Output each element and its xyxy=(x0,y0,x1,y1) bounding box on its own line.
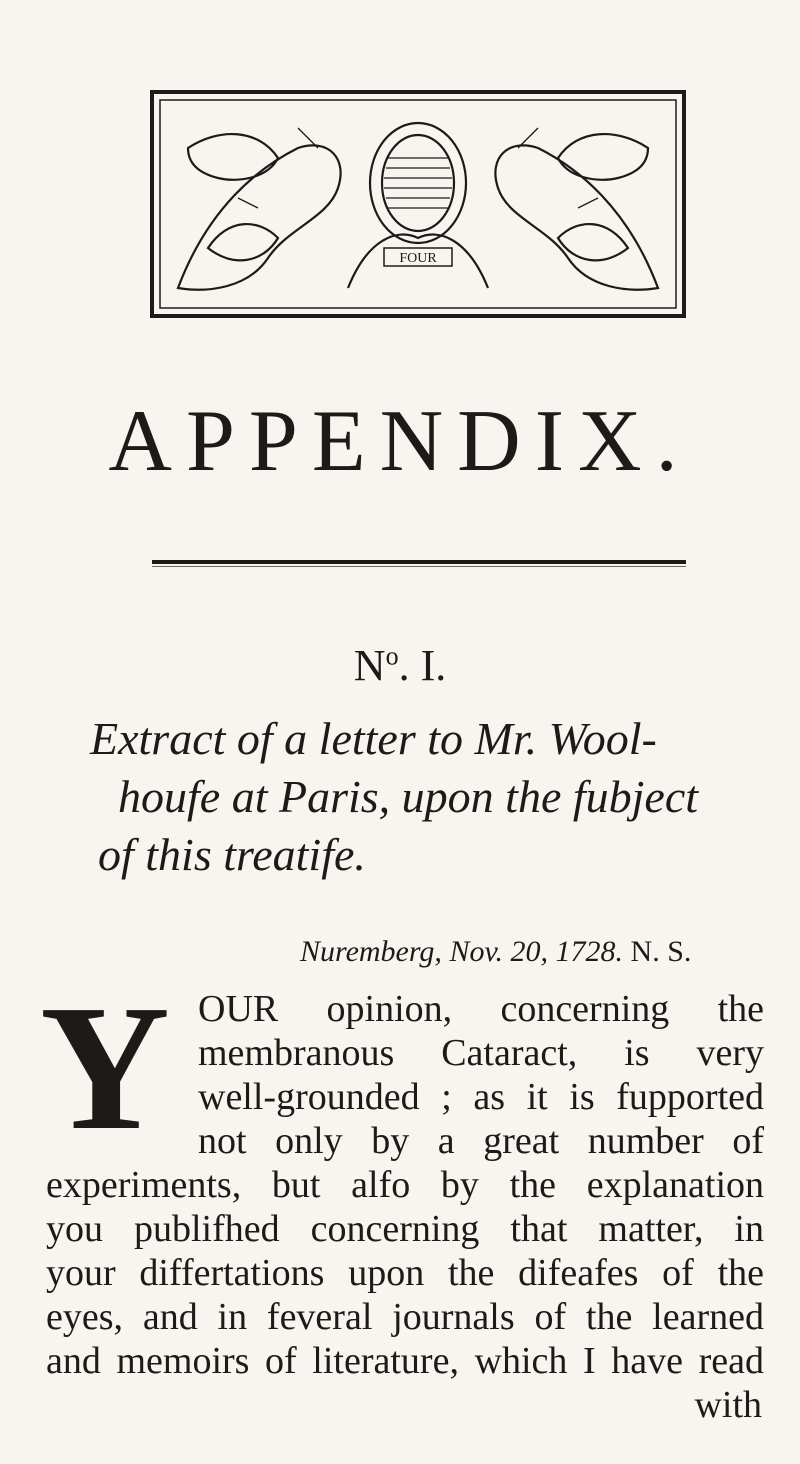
extract-heading xyxy=(90,710,730,884)
extract-line-3: of this treatife. xyxy=(98,829,366,880)
divider-rule-thin xyxy=(152,566,686,567)
ornament-label: FOUR xyxy=(399,251,437,266)
floral-headpiece-ornament xyxy=(148,88,688,320)
body-line-4: not only by a great number of xyxy=(198,1120,764,1162)
number-sup: o xyxy=(385,641,399,671)
number-prefix: N xyxy=(353,641,386,690)
dateline-style: N. S. xyxy=(630,935,692,968)
extract-line-2: houfe at Paris, upon the fubject xyxy=(118,771,699,822)
body-line-7: your differtations upon the difeafes of the xyxy=(46,1252,764,1294)
page-title: APPENDIX. xyxy=(108,393,692,490)
body-line-2: membranous Cataract, is very xyxy=(198,1032,764,1074)
section-number xyxy=(0,640,800,691)
dateline-place: Nuremberg, xyxy=(300,935,442,968)
divider-rule xyxy=(152,560,686,564)
body-line-1: OUR opinion, concerning the xyxy=(198,988,764,1030)
drop-cap: Y xyxy=(40,968,170,1167)
body-line-9: and memoirs of literature, which I have read xyxy=(46,1340,764,1382)
catchword: with xyxy=(694,1384,762,1426)
body-line-6: you publifhed concerning that matter, in xyxy=(46,1208,764,1250)
extract-line-1: Extract of a letter to Mr. Wool- xyxy=(90,713,657,764)
number-value: . I. xyxy=(398,641,447,690)
dateline xyxy=(300,935,760,969)
body-line-5: experiments, but alfo by the explanation xyxy=(46,1164,764,1206)
dateline-date: Nov. 20, 1728. xyxy=(449,935,624,968)
body-line-3: well-grounded ; as it is fupported xyxy=(198,1076,764,1118)
body-line-8: eyes, and in feveral journals of the learned xyxy=(46,1296,764,1338)
